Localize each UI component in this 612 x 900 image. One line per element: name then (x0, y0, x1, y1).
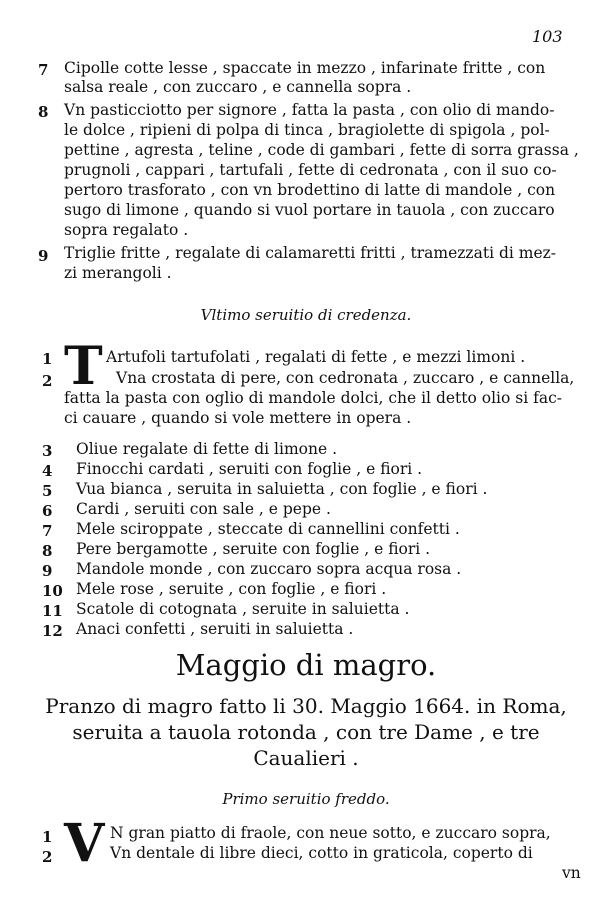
text-line: prugnoli , cappari , tartufali , fette di cedronata , con il suo co- (64, 161, 557, 179)
item-number: 9 (42, 562, 53, 580)
item-number: 2 (42, 372, 53, 390)
item-number: 1 (42, 350, 53, 368)
item-number: 2 (42, 848, 53, 866)
subtitle-line: Caualieri . (253, 746, 359, 770)
section-heading: Vltimo seruitio di credenza. (200, 306, 412, 324)
item-number: 4 (42, 462, 53, 480)
drop-cap: T (64, 336, 103, 397)
subtitle-line: seruita a tauola rotonda , con tre Dame , e tre (72, 720, 540, 744)
section-heading: Primo seruitio freddo. (222, 790, 390, 808)
item-number: 1 (42, 828, 53, 846)
text-line: Vua bianca , seruita in saluietta , con foglie , e fiori . (76, 480, 488, 498)
text-line: Pere bergamotte , seruite con foglie , e fiori . (76, 540, 431, 558)
text-line: Vn pasticciotto per signore , fatta la pasta , con olio di mando- (64, 101, 555, 119)
subtitle-line: Pranzo di magro fatto li 30. Maggio 1664. in Roma, (45, 694, 567, 718)
item-number: 7 (38, 61, 49, 79)
text-line: zi merangoli . (64, 264, 172, 282)
text-line: Triglie fritte , regalate di calamaretti fritti , tramezzati di mez- (64, 244, 557, 262)
text-line: N gran piatto di fraole, con neue sotto, e zuccaro sopra, (110, 824, 551, 842)
catchword: vn (562, 864, 581, 882)
main-title: Maggio di magro. (175, 648, 437, 682)
text-line: Finocchi cardati , seruiti con foglie , e fiori . (76, 460, 423, 478)
item-number: 10 (42, 582, 63, 600)
item-number: 7 (42, 522, 53, 540)
text-line: fatta la pasta con oglio di mandole dolci, che il detto olio si fac- (64, 389, 562, 407)
text-line: Mele rose , seruite , con foglie , e fiori . (76, 580, 387, 598)
item-number: 11 (42, 602, 63, 620)
item-number: 3 (42, 442, 53, 460)
text-line: Mandole monde , con zuccaro sopra acqua rosa . (76, 560, 462, 578)
text-line: Artufoli tartufolati , regalati di fette , e mezzi limoni . (106, 348, 526, 366)
text-line: Mele sciroppate , steccate di cannellini confetti . (76, 520, 460, 538)
text-line: pertoro trasforato , con vn brodettino di latte di mandole , con (64, 181, 556, 199)
page-number: 103 (532, 27, 563, 46)
text-line: salsa reale , con zuccaro , e cannella sopra . (64, 78, 412, 96)
text-line: sopra regalato . (64, 221, 189, 239)
text-line: Cipolle cotte lesse , spaccate in mezzo , infarinate fritte , con (64, 59, 546, 77)
text-line: Oliue regalate di fette di limone . (76, 440, 338, 458)
text-line: ci cauare , quando si vole mettere in opera . (64, 409, 412, 427)
item-number: 5 (42, 482, 53, 500)
item-number: 6 (42, 502, 53, 520)
text-line: le dolce , ripieni di polpa di tinca , bragiolette di spigola , pol- (64, 121, 550, 139)
drop-cap: V (64, 813, 105, 874)
text-line: Scatole di cotognata , seruite in saluietta . (76, 600, 410, 618)
item-number: 8 (38, 103, 49, 121)
item-number: 9 (38, 247, 49, 265)
text-line: Vn dentale di libre dieci, cotto in graticola, coperto di (110, 844, 533, 862)
item-number: 8 (42, 542, 53, 560)
text-line: Cardi , seruiti con sale , e pepe . (76, 500, 331, 518)
text-line: sugo di limone , quando si vuol portare in tauola , con zuccaro (64, 201, 555, 219)
text-line: Anaci confetti , seruiti in saluietta . (76, 620, 354, 638)
text-line: pettine , agresta , teline , code di gambari , fette di sorra grassa , (64, 141, 579, 159)
text-line: Vna crostata di pere, con cedronata , zuccaro , e cannella, (116, 369, 575, 387)
item-number: 12 (42, 622, 63, 640)
